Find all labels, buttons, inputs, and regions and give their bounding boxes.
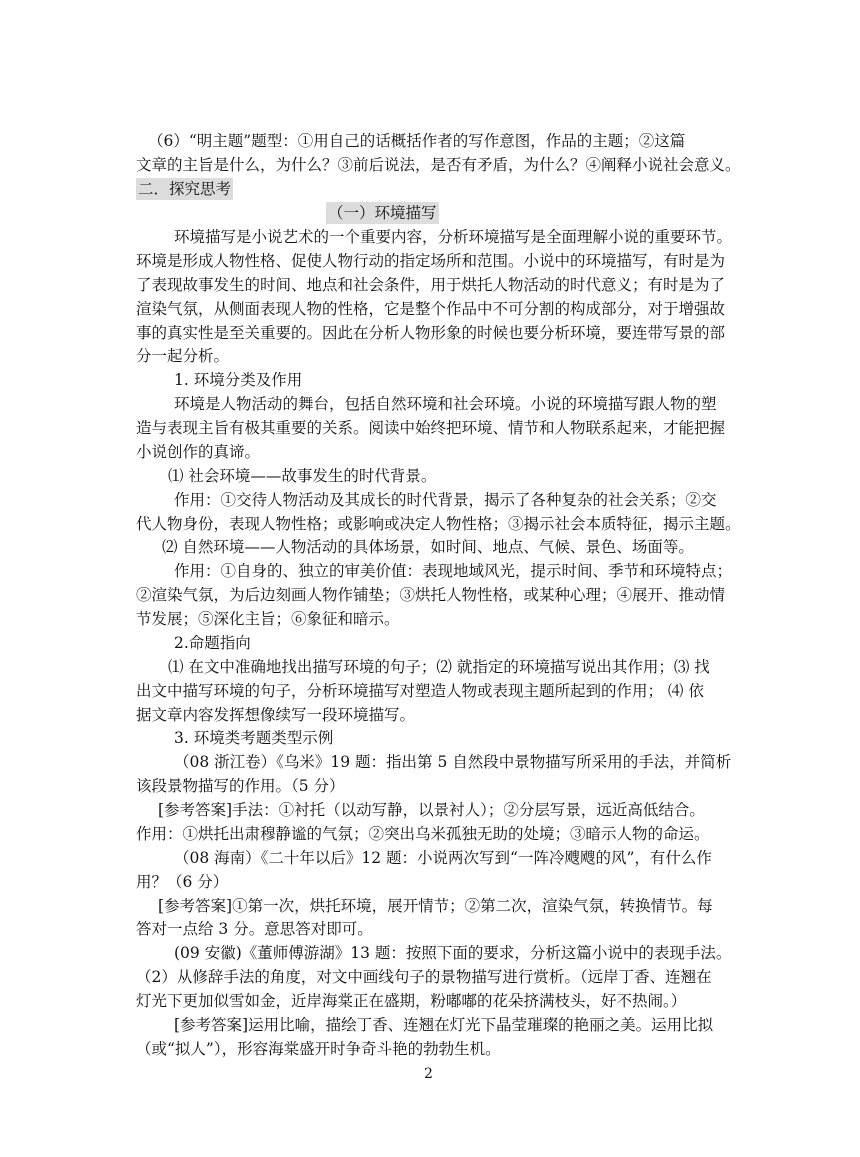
text-line: 环境是形成人物性格、促使人物行动的指定场所和范围。小说中的环境描写，有时是为 <box>136 252 726 270</box>
text-line: 环境描写是小说艺术的一个重要内容，分析环境描写是全面理解小说的重要环节。 <box>174 228 733 246</box>
text-line: ⑴ 在文中准确地找出描写环境的句子；⑵ 就指定的环境描写说出其作用；⑶ 找 <box>168 658 710 676</box>
subsection-heading: 2.命题指向 <box>174 634 251 652</box>
text-line: 节发展；⑤深化主旨；⑥象征和暗示。 <box>136 610 400 628</box>
text-line: 环境是人物活动的舞台，包括自然环境和社会环境。小说的环境描写跟人物的塑 <box>174 395 717 413</box>
subheading: （一）环境描写 <box>328 204 437 222</box>
text-line: [参考答案]①第一次，烘托环境，展开情节；②第二次，渲染气氛，转换情节。每 <box>158 897 713 915</box>
text-line: ②渲染气氛，为后边刻画人物作铺垫；③烘托人物性格，或某种心理；④展开、推动情 <box>136 586 726 604</box>
subsection-heading: 3. 环境类考题类型示例 <box>174 729 334 747</box>
text-line: ⑵ 自然环境——人物活动的具体场景，如时间、地点、气候、景色、场面等。 <box>162 538 694 556</box>
text-line: ⑴ 社会环境——故事发生的时代背景。 <box>168 467 437 485</box>
text-line: 出文中描写环境的句子，分析环境描写对塑造人物或表现主题所起到的作用； ⑷ 依 <box>136 682 704 700</box>
text-line: 小说创作的真谛。 <box>136 443 261 461</box>
text-line: 灯光下更加似雪如金，近岸海棠正在盛期，粉嘟嘟的花朵挤满枝头，好不热闹。） <box>136 992 687 1010</box>
text-line: 造与表现主旨有极其重要的关系。阅读中始终把环境、情节和人物联系起来，才能把握 <box>136 419 726 437</box>
text-line: （08 海南）《二十年以后》12 题：小说两次写到“一阵冷飕飕的风”，有什么作 <box>174 849 712 867</box>
text-line: 作用：①烘托出肃穆静谧的气氛；②突出乌米孤独无助的处境；③暗示人物的命运。 <box>136 825 710 843</box>
text-line: (09 安徽)《董师傅游湖》13 题：按照下面的要求，分析这篇小说中的表现手法。 <box>174 944 732 962</box>
section-title: 二．探究思考 <box>138 180 232 198</box>
text-line: 代人物身份，表现人物性格；或影响或决定人物性格；③揭示社会本质特征，揭示主题。 <box>136 515 741 533</box>
text-line: 作用：①交待人物活动及其成长的时代背景，揭示了各种复杂的社会关系；②交 <box>174 491 717 509</box>
text-line: 渲染气氛，从侧面表现人物的性格，它是整个作品中不可分割的构成部分，对于增强故 <box>136 300 726 318</box>
text-line: 事的真实性是至关重要的。因此在分析人物形象的时候也要分析环境，要连带写景的部 <box>136 324 726 342</box>
text-line: [参考答案]手法：①衬托（以动写静，以景衬人）；②分层写景，远近高低结合。 <box>158 801 705 819</box>
text-line: 分一起分析。 <box>136 347 230 365</box>
text-line: （6）“明主题”题型：①用自己的话概括作者的写作意图，作品的主题；②这篇 <box>148 132 686 150</box>
text-line: 了表现故事发生的时间、地点和社会条件，用于烘托人物活动的时代意义；有时是为了 <box>136 276 726 294</box>
text-line: [参考答案]运用比喻，描绘丁香、连翘在灯光下晶莹璀璨的艳丽之美。运用比拟 <box>174 1016 714 1034</box>
text-line: 作用：①自身的、独立的审美价值：表现地域风光，提示时间、季节和环境特点； <box>174 562 733 580</box>
text-line: 答对一点给 3 分。意思答对即可。 <box>136 920 373 938</box>
text-line: （08 浙江卷）《乌米》19 题：指出第 5 自然段中景物描写所采用的手法，并简析 <box>174 753 732 771</box>
text-line: （或“拟人”），形容海棠盛开时争奇斗艳的勃勃生机。 <box>136 1040 501 1058</box>
text-line: （2）从修辞手法的角度，对文中画线句子的景物描写进行赏析。（远岸丁香、连翘在 <box>136 968 712 986</box>
text-line: 文章的主旨是什么，为什么？③前后说法，是否有矛盾，为什么？④阐释小说社会意义。 <box>136 156 741 174</box>
text-line: 该段景物描写的作用。（5 分） <box>136 777 345 795</box>
subsection-heading: 1. 环境分类及作用 <box>174 371 303 389</box>
page-number: 2 <box>424 1066 433 1082</box>
text-line: 用？（6 分） <box>136 873 229 891</box>
text-line: 据文章内容发挥想像续写一段环境描写。 <box>136 706 416 724</box>
